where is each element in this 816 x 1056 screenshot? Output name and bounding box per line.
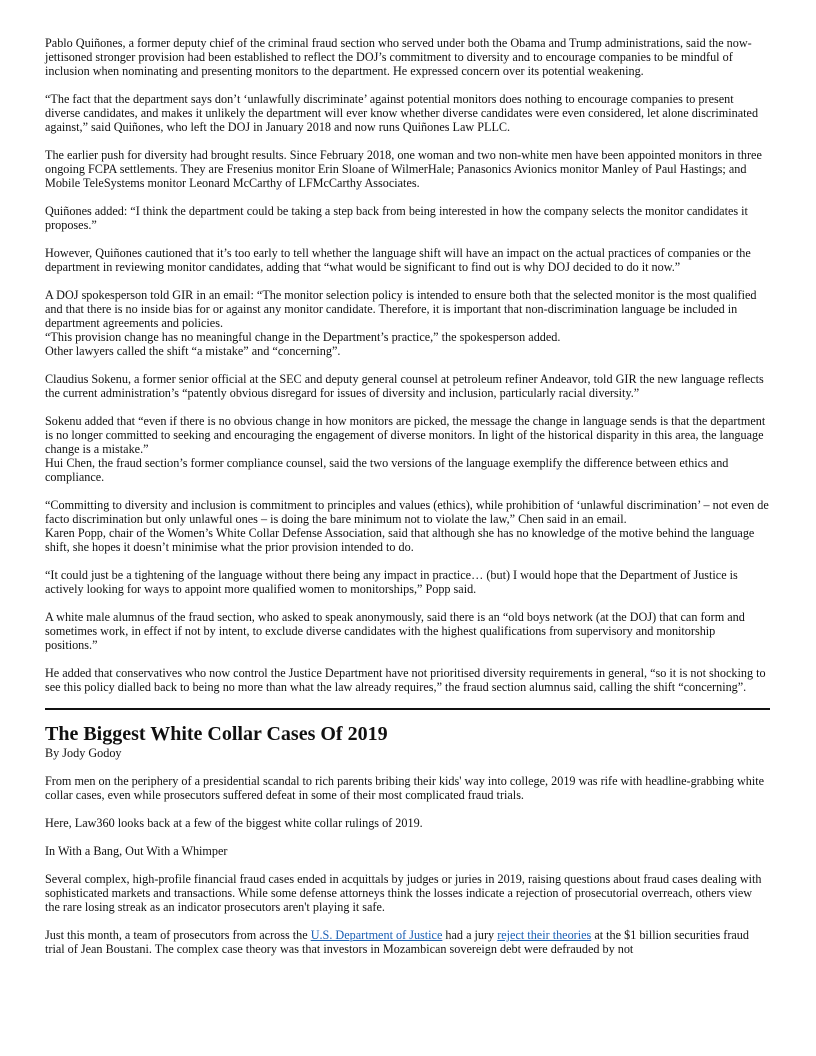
paragraph: “This provision change has no meaningful change in the Department’s practice,” the spokesperson added. [45,330,561,344]
text-run: at the $1 billion securities fraud trial of Jean Boustani. The complex case theory was that investors in Mozambican sovereign debt were defrauded by not [45,928,749,956]
text-run: had a jury [442,928,498,942]
article-title: The Biggest White Collar Cases Of 2019 [45,723,388,745]
byline: By Jody Godoy [45,746,122,760]
article-monitor-diversity [45,36,770,694]
article-white-collar-cases [45,722,770,956]
paragraph: Sokenu added that “even if there is no obvious change in how monitors are picked, the message the change in language sends is that the department is no longer committed to seeking and encouraging the engagement of diverse monitors. In light of the historical disparity in this area, the language change is a mistake.” [45,414,766,456]
paragraph: A white male alumnus of the fraud section, who asked to speak anonymously, said there is an “old boys network (at the DOJ) that can form and sometimes work, in effect if not by intent, to exclude diverse candidates with the highest qualifications from supervisory and monitorship positions.” [45,610,745,652]
paragraph: However, Quiñones cautioned that it’s too early to tell whether the language shift will have an impact on the actual practices of companies or the department in reviewing monitor candidates, adding that “what would be significant to find out is why DOJ decided to do it now.” [45,246,751,274]
paragraph: “It could just be a tightening of the language without there being any impact in practice… (but) I would hope that the Department of Justice is actively looking for ways to appoint more qualified women to monitorships,” Popp said. [45,568,738,596]
paragraph-with-links [45,928,770,956]
paragraph: He added that conservatives who now control the Justice Department have not prioritised diversity requirements in general, “so it is not shocking to see this policy dialled back to being no more than what the law already requires,” the fraud section alumnus said, calling the shift “concerning”. [45,666,766,694]
document-page [45,36,770,970]
paragraph: “Committing to diversity and inclusion is commitment to principles and values (ethics), while prohibition of ‘unlawful discrimination’ – not even de facto discrimination but only unlawful ones – is doing the bare minimum not to violate the law,” Chen said in an email. [45,498,769,526]
paragraph: Hui Chen, the fraud section’s former compliance counsel, said the two versions of the language exemplify the difference between ethics and compliance. [45,456,729,484]
reject-theories-link[interactable]: reject their theories [497,928,592,942]
section-divider [45,708,770,710]
paragraph: “The fact that the department says don’t ‘unlawfully discriminate’ against potential monitors does nothing to encourage companies to present diverse candidates, and makes it unlikely the department will ever know whether diverse candidates were even considered, let alone discriminated against,” said Quiñones, who left the DOJ in January 2018 and now runs Quiñones Law PLLC. [45,92,759,134]
paragraph: Quiñones added: “I think the department could be taking a step back from being interested in how the company selects the monitor candidates it proposes.” [45,204,748,232]
subheading: In With a Bang, Out With a Whimper [45,844,228,858]
paragraph: Here, Law360 looks back at a few of the biggest white collar rulings of 2019. [45,816,423,830]
paragraph: From men on the periphery of a presidential scandal to rich parents bribing their kids' way into college, 2019 was rife with headline-grabbing white collar cases, even while prosecutors suffered defeat in some of their most complicated fraud trials. [45,774,765,802]
paragraph: Several complex, high-profile financial fraud cases ended in acquittals by judges or juries in 2019, raising questions about fraud cases dealing with sophisticated markets and transactions. While some defense attorneys think the losses indicate a rejection of prosecutorial overreach, others view the rare losing streak as an indicator prosecutors aren't playing it safe. [45,872,762,914]
paragraph: Pablo Quiñones, a former deputy chief of the criminal fraud section who served under both the Obama and Trump administrations, said the now-jettisoned stronger provision had been established to reflect the DOJ’s commitment to diversity and to encourage companies to be mindful of inclusion when nominating and presenting monitors to the department. He expressed concern over its potential weakening. [45,36,752,78]
paragraph: Karen Popp, chair of the Women’s White Collar Defense Association, said that although she has no knowledge of the motive behind the language shift, she hopes it doesn’t minimise what the prior provision intended to do. [45,526,755,554]
paragraph: Claudius Sokenu, a former senior official at the SEC and deputy general counsel at petroleum refiner Andeavor, told GIR the new language reflects the current administration’s “patently obvious disregard for issues of diversity and inclusion, particularly racial diversity.” [45,372,764,400]
text-run: Just this month, a team of prosecutors from across the [45,928,311,942]
paragraph: The earlier push for diversity had brought results. Since February 2018, one woman and two non-white men have been appointed monitors in three ongoing FCPA settlements. They are Fresenius monitor Erin Sloane of WilmerHale; Panasonics Avionics monitor Manley of Paul Hastings; and Mobile TeleSystems monitor Leonard McCarthy of LFMcCarthy Associates. [45,148,762,190]
doj-link[interactable]: U.S. Department of Justice [310,928,443,942]
paragraph: A DOJ spokesperson told GIR in an email: “The monitor selection policy is intended to ensure both that the selected monitor is the most qualified and that there is no inside bias for or against any monitor candidate. Therefore, it is important that non-discrimination language be included in department agreements and policies. [45,288,757,330]
paragraph: Other lawyers called the shift “a mistake” and “concerning”. [45,344,341,358]
